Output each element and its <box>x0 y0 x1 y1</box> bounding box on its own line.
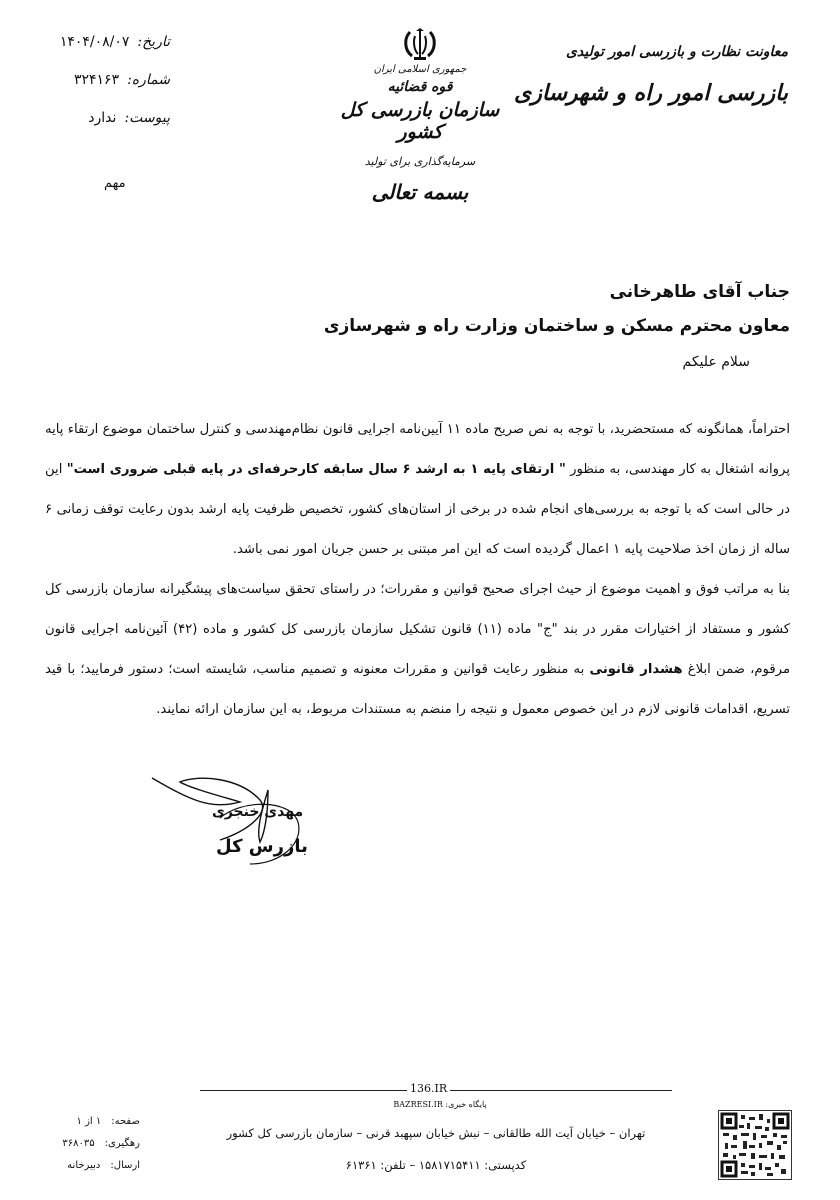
number-row <box>30 72 170 110</box>
tracking-label: رهگیری: <box>104 1138 140 1149</box>
send-label: ارسال: <box>110 1160 140 1171</box>
republic-text: جمهوری اسلامی ایران <box>373 64 467 75</box>
paragraph-2 <box>45 570 790 730</box>
p1-text-a: احتراماً، همانگونه که مستحضرید، با توجه به نص صریح ماده ۱۱ آیین‌نامه اجرایی قانون نظام‌مهندسی و کنترل ساختمان موضوع ارتقاء پایه پروانه اشتغال به کار مهندسی، به منظور <box>45 422 791 477</box>
date-row <box>30 34 170 72</box>
paragraph-1 <box>45 410 790 570</box>
office-name: بازرسی امور راه و شهرسازی <box>514 80 788 106</box>
addressee-title: معاون محترم مسکن و ساختمان وزارت راه و شهرسازی <box>323 316 790 336</box>
letter-body <box>45 410 790 730</box>
number-label: شماره: <box>127 72 170 88</box>
qr-code-icon <box>718 1110 792 1180</box>
handwritten-signature-icon <box>150 760 370 880</box>
department-header <box>508 44 788 106</box>
year-motto: سرمایه‌گذاری برای تولید <box>364 155 476 168</box>
page-value: ۱ از ۱ <box>76 1116 102 1127</box>
date-label: تاریخ: <box>137 34 170 50</box>
signatory-name: مهدی خنجری <box>212 804 304 820</box>
judiciary-text: قوه قضائیه <box>387 79 453 95</box>
footer-meta <box>30 1116 140 1182</box>
iran-emblem-icon <box>402 28 438 62</box>
organization-name: سازمان بازرسی کل کشور <box>340 99 500 143</box>
greeting: سلام علیکم <box>682 354 750 370</box>
footer-website <box>330 1100 550 1109</box>
deputy-name: معاونت نظارت و بازرسی امور تولیدی <box>565 44 788 60</box>
attachment-row <box>30 110 170 148</box>
qr-pattern <box>719 1111 791 1179</box>
signature-block <box>150 760 370 880</box>
tracking-row <box>30 1138 140 1160</box>
p1-text-b: این در حالی است که با توجه به بررسی‌های انجام شده در برخی از استان‌های کشور، تخصیص ظرفیت پایه ارشد بدون رعایت توقف زمانی ۶ ساله از زمان اخذ صلاحیت پایه ۱ اعمال گردیده است که این امر مبتنی بر حسن جریان امور نمی باشد. <box>45 462 790 557</box>
send-row <box>30 1160 140 1182</box>
tracking-value: ۳۶۸۰۳۵ <box>62 1138 95 1149</box>
addressee-name: جناب آقای طاهرخانی <box>609 282 790 302</box>
letter-meta <box>30 34 170 148</box>
page-label: صفحه: <box>111 1116 140 1127</box>
p2-text-a: بنا به مراتب فوق و اهمیت موضوع از حیث اجرای صحیح قوانین و مقررات؛ در راستای تحقق سیاست‌های پیشگیرانه سازمان بازرسی کل کشور و مستفاد از اختیارات مقرر در بند "ج" ماده (۱۱) قانون تشکیل سازمان بازرسی کل کشور و ماده (۴۲) آئین‌نامه اجرایی قانون مرقوم، ضمن ابلاغ <box>45 582 791 677</box>
addressee-block <box>90 282 790 370</box>
date-value: ۱۴۰۴/۰۸/۰۷ <box>59 34 130 50</box>
page-row <box>30 1116 140 1138</box>
send-value: دبیرخانه <box>67 1160 101 1171</box>
p1-bold: " ارتقای پایه ۱ به ارشد ۶ سال سابقه کارحرفه‌ای در پایه قبلی ضروری است" <box>66 462 566 477</box>
basmala: بسمه تعالی <box>371 180 469 204</box>
footer-postal-phone: کدپستی: ۱۵۸۱۷۱۵۴۱۱ – تلفن: ۶۱۳۶۱ <box>345 1158 527 1172</box>
attachment-value: ندارد <box>88 110 117 126</box>
letterhead-emblem <box>330 28 510 204</box>
website-label: پایگاه خبری: <box>445 1100 487 1109</box>
attachment-label: پیوست: <box>124 110 170 126</box>
footer-site: 136.IR <box>407 1082 450 1095</box>
priority-label: مهم <box>104 176 126 191</box>
p2-text-b: به منظور رعایت قوانین و مقررات معنونه و تصمیم مناسب، شایسته است؛ دستور فرمایید؛ با قید تسریع، اقدامات قانونی لازم در این خصوص معمول و نتیجه را منضم به مستندات مربوط، به این سازمان ارائه نمایند. <box>45 662 790 717</box>
number-value: ۳۲۴۱۶۳ <box>73 72 120 88</box>
footer-address: تهران – خیابان آیت الله طالقانی – نبش خیابان سپهبد قرنی – سازمان بازرسی کل کشور <box>226 1126 646 1140</box>
signatory-title: بازرس کل <box>216 836 308 857</box>
p2-bold: هشدار قانونی <box>589 662 683 677</box>
website-value: BAZRESI.IR <box>393 1100 443 1109</box>
